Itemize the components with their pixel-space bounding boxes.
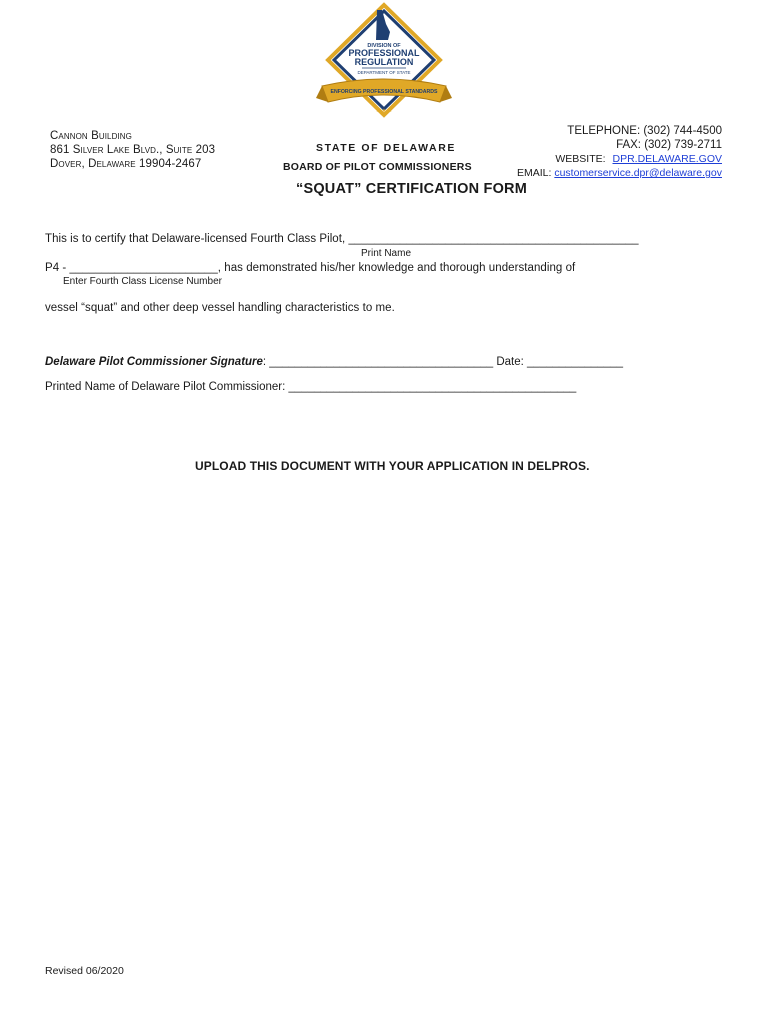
revised-date: Revised 06/2020 (45, 965, 124, 977)
website-label: WEBSITE: (555, 153, 606, 165)
agency-state: STATE OF DELAWARE (316, 142, 456, 154)
logo-line4: DEPARTMENT OF STATE (357, 70, 411, 75)
logo-line3: REGULATION (354, 57, 414, 67)
contact-info (517, 124, 722, 180)
signature-label: Delaware Pilot Commissioner Signature (45, 356, 263, 368)
contact-fax: FAX: (302) 739-2711 (616, 139, 722, 151)
contact-email-row (517, 166, 722, 180)
print-name-caption: Print Name (361, 248, 412, 259)
office-address (50, 129, 215, 171)
division-of-professional-regulation-logo (316, 2, 452, 124)
license-line: P4 - _______________________, has demonstrated his/her knowledge and thorough understanding of (45, 262, 576, 274)
address-street: 861 Silver Lake Blvd., Suite 203 (50, 144, 216, 156)
squat-line: vessel “squat” and other deep vessel handling characteristics to me. (45, 302, 395, 314)
signature-line (45, 356, 623, 368)
upload-instruction: UPLOAD THIS DOCUMENT WITH YOUR APPLICATION IN DELPROS. (195, 459, 590, 473)
agency-board: BOARD OF PILOT COMMISSIONERS (283, 161, 472, 173)
license-number-caption: Enter Fourth Class License Number (63, 276, 222, 287)
address-building: Cannon Building (50, 130, 133, 142)
form-title: “SQUAT” CERTIFICATION FORM (296, 181, 528, 197)
logo-line1: DIVISION OF (367, 43, 401, 49)
email-link[interactable]: customerservice.dpr@delaware.gov (554, 167, 722, 179)
contact-website-row (517, 152, 722, 166)
signature-date-blanks: : ___________________________________ Date: _______________ (262, 356, 623, 368)
printed-name-line: Printed Name of Delaware Pilot Commissioner: _____________________________________________ (45, 381, 577, 393)
address-city: Dover, Delaware 19904-2467 (50, 158, 202, 170)
logo-line2: PROFESSIONAL (348, 48, 420, 58)
star-icons: ★ ★ ★ (375, 108, 393, 114)
certify-line: This is to certify that Delaware-licensed Fourth Class Pilot, _____________________________________________ (45, 233, 639, 245)
logo-ribbon: ENFORCING PROFESSIONAL STANDARDS (330, 89, 438, 95)
website-link[interactable]: DPR.DELAWARE.GOV (612, 153, 722, 165)
contact-telephone: TELEPHONE: (302) 744-4500 (567, 125, 722, 137)
email-label: EMAIL: (516, 167, 552, 179)
